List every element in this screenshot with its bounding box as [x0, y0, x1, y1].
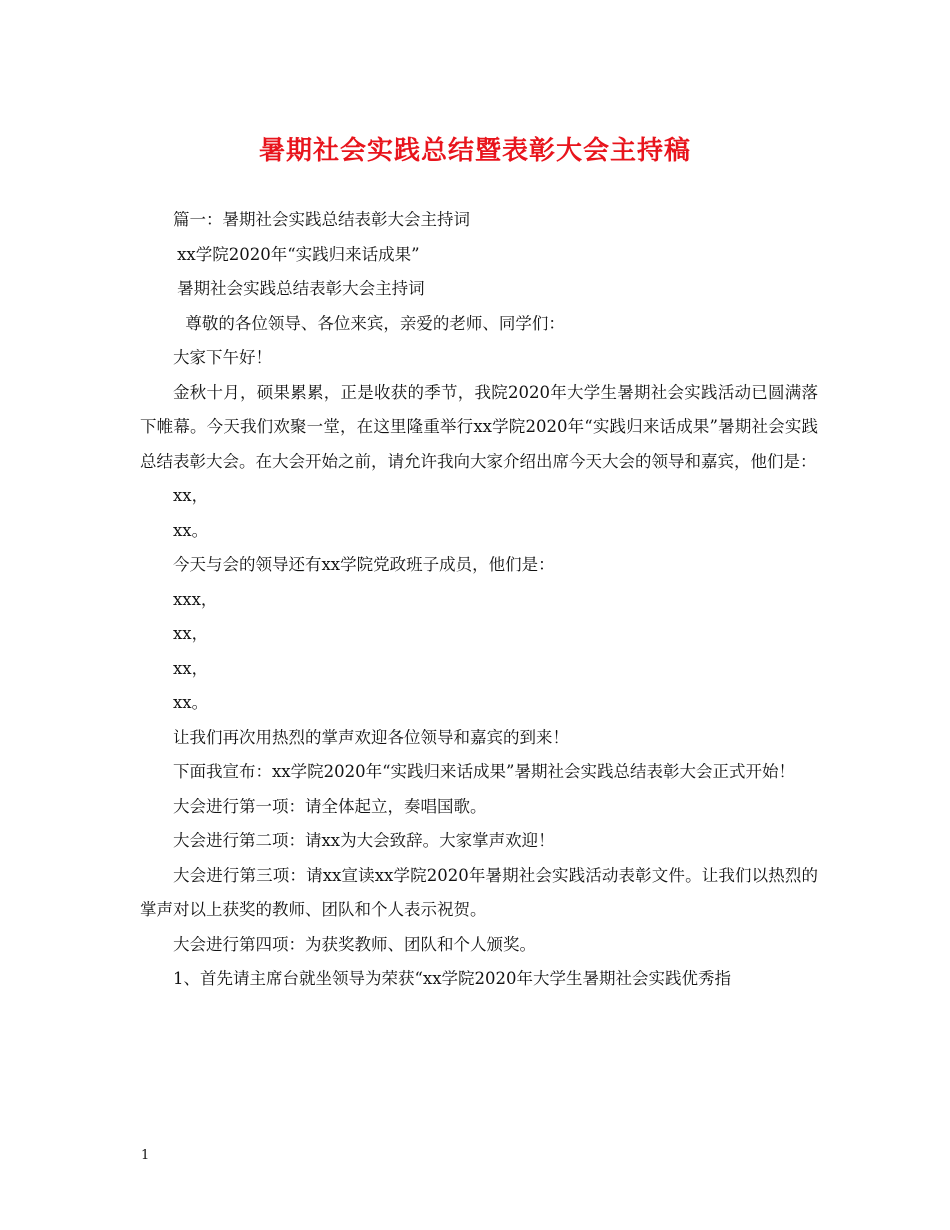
paragraph-award-intro: 1、首先请主席台就坐领导为荣获“xx学院2020年大学生暑期社会实践优秀指	[173, 969, 732, 988]
paragraph-welcome: 让我们再次用热烈的掌声欢迎各位领导和嘉宾的到来！	[173, 727, 569, 747]
paragraph-subtitle-line-1: xx学院2020年“实践归来话成果”	[177, 244, 420, 264]
paragraph-opening: 金秋十月，硕果累累，正是收获的季节，我院2020年大学生暑期社会实践活动已圆满落下帷幕。今天我们欢聚一堂，在这里隆重举行xx学院2020年“实践归来话成果”暑期社会实践总结表彰大会。在大会开始之前，请允许我向大家介绍出席今天大会的领导和嘉宾，他们是：	[140, 382, 818, 471]
paragraph-greeting: 尊敬的各位领导、各位来宾，亲爱的老师、同学们：	[185, 313, 565, 333]
paragraph-list-item: xxx，	[173, 589, 218, 609]
paragraph-agenda-item-2: 大会进行第二项：请xx为大会致辞。大家掌声欢迎！	[173, 831, 555, 850]
paragraph-list-item: xx，	[173, 658, 209, 678]
paragraph-good-afternoon: 大家下午好！	[173, 348, 272, 367]
document-title: 暑期社会实践总结暨表彰大会主持稿	[258, 136, 691, 166]
page-number: 1	[141, 1148, 150, 1163]
paragraph-agenda-item-3: 大会进行第三项：请xx宣读xx学院2020年暑期社会实践活动表彰文件。让我们以热烈的掌声对以上获奖的教师、团队和个人表示祝贺。	[140, 865, 818, 919]
paragraph-section-heading: 篇一：暑期社会实践总结表彰大会主持词	[173, 210, 470, 229]
document-body	[140, 203, 818, 997]
paragraph-list-item: xx。	[173, 693, 209, 712]
paragraph-announcement: 下面我宣布：xx学院2020年“实践归来话成果”暑期社会实践总结表彰大会正式开始！	[173, 762, 795, 781]
paragraph-agenda-item-1: 大会进行第一项：请全体起立，奏唱国歌。	[173, 796, 487, 816]
paragraph-list-item: xx，	[173, 624, 209, 643]
paragraph-attendees-intro: 今天与会的领导还有xx学院党政班子成员，他们是：	[173, 555, 555, 574]
paragraph-list-item: xx。	[173, 520, 209, 540]
paragraph-subtitle-line-2: 暑期社会实践总结表彰大会主持词	[177, 279, 425, 298]
paragraph-list-item: xx，	[173, 486, 209, 505]
paragraph-agenda-item-4: 大会进行第四项：为获奖教师、团队和个人颁奖。	[173, 934, 536, 954]
